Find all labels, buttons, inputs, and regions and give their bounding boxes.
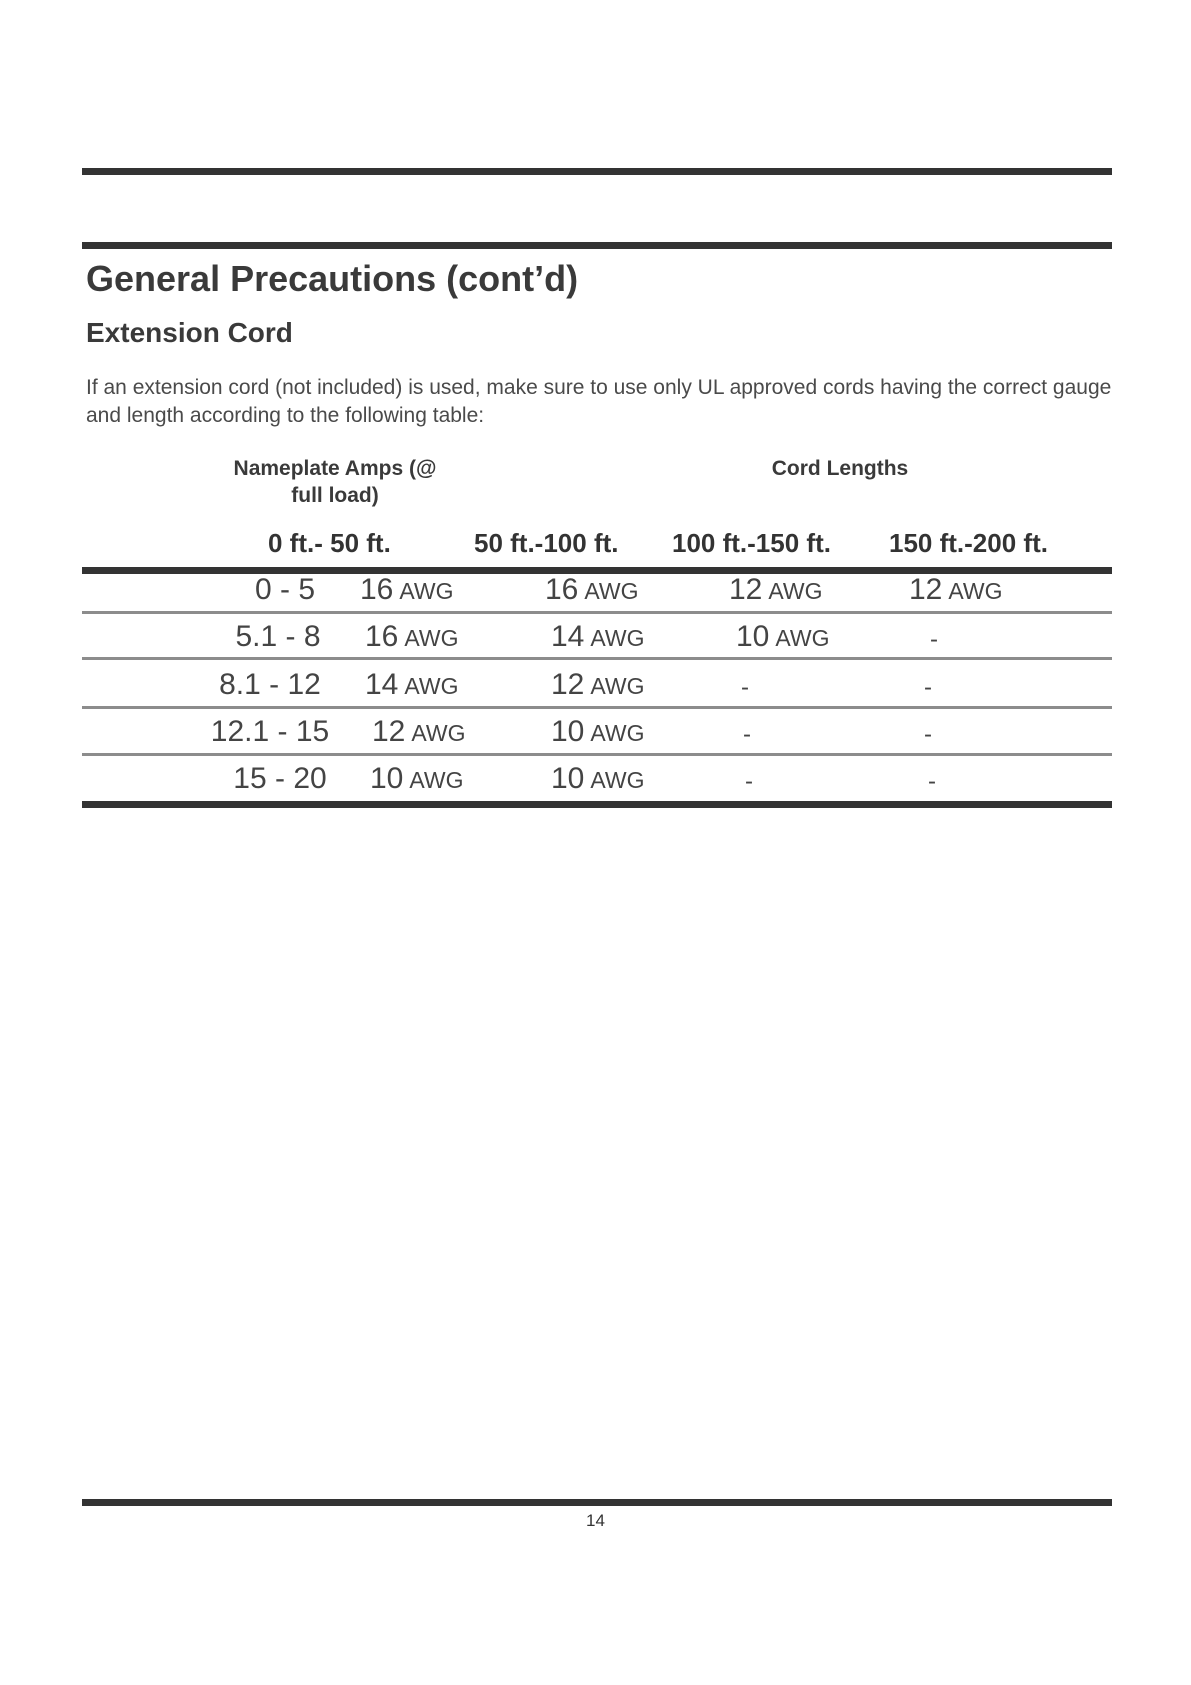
section-subtitle: Extension Cord — [86, 317, 293, 348]
intro-paragraph: If an extension cord (not included) is used, make sure to use only UL approved cords having the correct gauge and length according to the following table: — [86, 376, 1112, 427]
gauge-cell — [551, 668, 644, 702]
gauge-unit: AWG — [409, 767, 464, 793]
gauge-value: 14 — [551, 620, 585, 653]
gauge-cell — [729, 573, 822, 607]
gauge-value: 14 — [365, 668, 399, 701]
gauge-cell — [360, 573, 453, 607]
col-header-100-150: 100 ft.-150 ft. — [672, 528, 831, 558]
gauge-unit: AWG — [590, 720, 645, 746]
gauge-unit: AWG — [399, 578, 454, 604]
footer-rule — [82, 1499, 1112, 1506]
gauge-value: 16 — [365, 620, 399, 653]
gauge-value: 10 — [551, 762, 585, 795]
gauge-cell — [736, 620, 829, 654]
gauge-cell — [551, 715, 644, 749]
amps-cell: 5.1 - 8 — [235, 620, 321, 653]
empty-gauge: - — [924, 674, 932, 701]
gauge-value: 12 — [372, 715, 406, 748]
gauge-unit: AWG — [411, 720, 466, 746]
empty-gauge: - — [745, 768, 753, 795]
gauge-unit: AWG — [590, 625, 645, 651]
gauge-value: 12 — [551, 668, 585, 701]
cord-lengths-header: Cord Lengths — [771, 457, 909, 480]
col-header-0-50: 0 ft.- 50 ft. — [268, 528, 391, 558]
gauge-unit: AWG — [584, 578, 639, 604]
gauge-cell — [551, 762, 644, 796]
gauge-cell — [372, 715, 465, 749]
gauge-unit: AWG — [768, 578, 823, 604]
row-divider — [82, 611, 1112, 614]
gauge-value: 10 — [736, 620, 770, 653]
top-rule — [82, 168, 1112, 175]
row-divider — [82, 706, 1112, 709]
empty-gauge: - — [741, 674, 749, 701]
amps-header — [205, 455, 465, 509]
amps-cell: 15 - 20 — [233, 762, 327, 795]
amps-header-line1: Nameplate Amps (@ — [233, 457, 437, 480]
col-header-50-100: 50 ft.-100 ft. — [474, 528, 619, 558]
row-divider — [82, 753, 1112, 756]
gauge-unit: AWG — [404, 673, 459, 699]
gauge-unit: AWG — [775, 625, 830, 651]
amps-cell: 0 - 5 — [254, 573, 316, 606]
gauge-value: 10 — [551, 715, 585, 748]
empty-gauge: - — [930, 626, 938, 653]
gauge-unit: AWG — [948, 578, 1003, 604]
gauge-unit: AWG — [590, 673, 645, 699]
page-number: 14 — [586, 1511, 605, 1530]
col-header-150-200: 150 ft.-200 ft. — [889, 528, 1048, 558]
gauge-value: 10 — [370, 762, 404, 795]
table-bottom-rule — [82, 801, 1112, 808]
amps-cell: 12.1 - 15 — [210, 715, 330, 748]
empty-gauge: - — [924, 721, 932, 748]
gauge-cell — [545, 573, 638, 607]
gauge-value: 16 — [360, 573, 394, 606]
gauge-cell — [365, 620, 458, 654]
gauge-cell — [365, 668, 458, 702]
section-rule — [82, 242, 1112, 249]
gauge-value: 12 — [729, 573, 763, 606]
gauge-cell — [551, 620, 644, 654]
amps-cell: 8.1 - 12 — [219, 668, 321, 701]
gauge-unit: AWG — [590, 767, 645, 793]
gauge-value: 12 — [909, 573, 943, 606]
gauge-value: 16 — [545, 573, 579, 606]
gauge-unit: AWG — [404, 625, 459, 651]
empty-gauge: - — [928, 768, 936, 795]
gauge-cell — [909, 573, 1002, 607]
amps-header-line2: full load) — [291, 484, 379, 507]
gauge-cell — [370, 762, 463, 796]
page-title: General Precautions (cont’d) — [86, 258, 579, 299]
empty-gauge: - — [743, 721, 751, 748]
row-divider — [82, 657, 1112, 660]
